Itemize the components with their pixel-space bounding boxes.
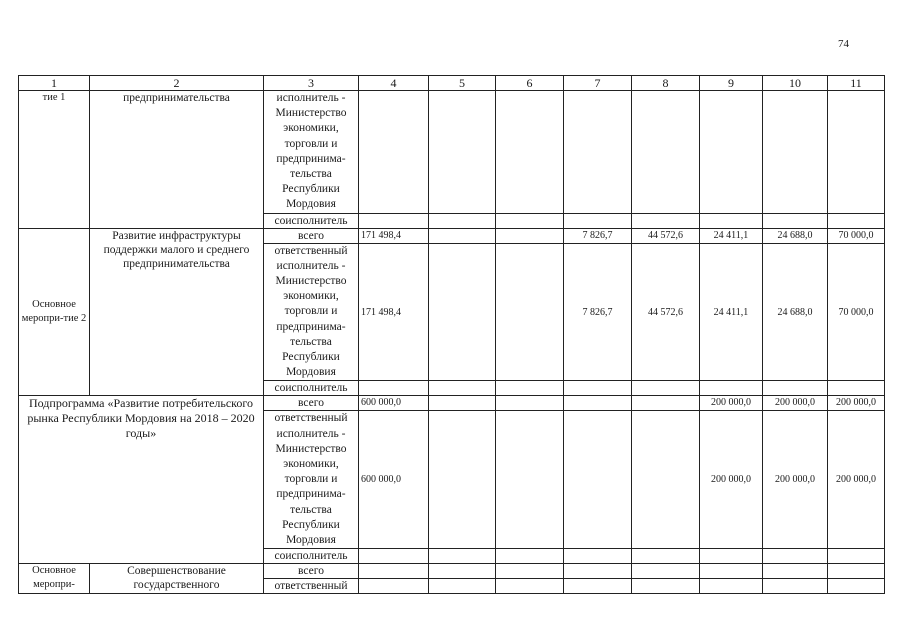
- value-cell: [429, 381, 496, 396]
- value-cell: [632, 579, 700, 594]
- value-cell: [632, 549, 700, 564]
- table-row: [19, 91, 885, 214]
- total-label-cell: всего: [264, 228, 359, 243]
- value-cell: [496, 564, 564, 579]
- value-cell: [429, 549, 496, 564]
- activity-name-cell: Развитие инфраструктуры поддержки малого и среднего предпринимательства: [90, 228, 264, 396]
- value-cell: [632, 411, 700, 549]
- value-cell: [763, 91, 828, 214]
- header-cell: 8: [632, 76, 700, 91]
- value-cell: [359, 213, 429, 228]
- value-cell: 200 000,0: [828, 396, 885, 411]
- activity-number-cell: тие 1: [19, 91, 90, 229]
- co-executor-cell: соисполнитель: [264, 381, 359, 396]
- value-cell: [700, 564, 763, 579]
- value-cell: [632, 396, 700, 411]
- value-cell: [632, 91, 700, 214]
- value-cell: [700, 549, 763, 564]
- value-cell: [496, 549, 564, 564]
- value-cell: 70 000,0: [828, 228, 885, 243]
- executor-cell: исполнитель - Министерство экономики, торговли и предпринима-тельства Республики Мордовия: [264, 91, 359, 214]
- table-row: [19, 564, 885, 579]
- value-cell: [496, 381, 564, 396]
- value-cell: [632, 213, 700, 228]
- value-cell: [429, 91, 496, 214]
- value-cell: 200 000,0: [763, 396, 828, 411]
- value-cell: 7 826,7: [564, 228, 632, 243]
- value-cell: [700, 91, 763, 214]
- value-cell: 171 498,4: [359, 243, 429, 381]
- value-cell: 44 572,6: [632, 228, 700, 243]
- value-cell: 600 000,0: [359, 411, 429, 549]
- value-cell: [700, 579, 763, 594]
- executor-cell: ответственный исполнитель - Министерство экономики, торговли и предпринима-тельства Республики Мордовия: [264, 411, 359, 549]
- value-cell: [564, 381, 632, 396]
- header-cell: 5: [429, 76, 496, 91]
- header-cell: 11: [828, 76, 885, 91]
- header-cell: 6: [496, 76, 564, 91]
- value-cell: [828, 564, 885, 579]
- value-cell: [564, 91, 632, 214]
- page-number: 74: [838, 38, 849, 50]
- value-cell: [496, 579, 564, 594]
- value-cell: [564, 396, 632, 411]
- value-cell: [700, 213, 763, 228]
- header-cell: 2: [90, 76, 264, 91]
- value-cell: [828, 213, 885, 228]
- value-cell: [429, 396, 496, 411]
- value-cell: [359, 381, 429, 396]
- value-cell: [359, 91, 429, 214]
- value-cell: [429, 213, 496, 228]
- value-cell: [763, 564, 828, 579]
- co-executor-cell: соисполнитель: [264, 213, 359, 228]
- executor-cell: ответственный: [264, 579, 359, 594]
- value-cell: [564, 579, 632, 594]
- value-cell: [828, 549, 885, 564]
- value-cell: [429, 411, 496, 549]
- header-cell: 9: [700, 76, 763, 91]
- activity-name-cell: Совершенствование государственного: [90, 564, 264, 594]
- value-cell: 200 000,0: [700, 396, 763, 411]
- value-cell: [564, 411, 632, 549]
- value-cell: 70 000,0: [828, 243, 885, 381]
- value-cell: [763, 549, 828, 564]
- value-cell: [496, 411, 564, 549]
- header-row: [19, 76, 885, 91]
- value-cell: [828, 91, 885, 214]
- value-cell: [496, 213, 564, 228]
- table-row: [19, 396, 885, 411]
- header-cell: 1: [19, 76, 90, 91]
- total-label-cell: всего: [264, 396, 359, 411]
- value-cell: [359, 564, 429, 579]
- value-cell: 600 000,0: [359, 396, 429, 411]
- value-cell: [359, 549, 429, 564]
- header-cell: 4: [359, 76, 429, 91]
- value-cell: [429, 228, 496, 243]
- value-cell: 24 411,1: [700, 228, 763, 243]
- value-cell: 171 498,4: [359, 228, 429, 243]
- value-cell: [763, 381, 828, 396]
- co-executor-cell: соисполнитель: [264, 549, 359, 564]
- value-cell: 200 000,0: [763, 411, 828, 549]
- value-cell: [496, 91, 564, 214]
- value-cell: [632, 381, 700, 396]
- value-cell: [564, 564, 632, 579]
- value-cell: [700, 381, 763, 396]
- activity-name-cell: предпринимательства: [90, 91, 264, 229]
- header-cell: 10: [763, 76, 828, 91]
- header-cell: 3: [264, 76, 359, 91]
- program-funding-table: [18, 75, 885, 594]
- value-cell: [763, 579, 828, 594]
- value-cell: [359, 579, 429, 594]
- value-cell: [828, 579, 885, 594]
- value-cell: [429, 579, 496, 594]
- value-cell: [429, 243, 496, 381]
- value-cell: [564, 213, 632, 228]
- subprogram-cell: Подпрограмма «Развитие потребительского рынка Республики Мордовия на 2018 – 2020 годы»: [19, 396, 264, 564]
- value-cell: 24 411,1: [700, 243, 763, 381]
- executor-cell: ответственный исполнитель - Министерство экономики, торговли и предпринима-тельства Республики Мордовия: [264, 243, 359, 381]
- activity-number-cell: Основное меропри-тие 2: [19, 228, 90, 396]
- value-cell: 44 572,6: [632, 243, 700, 381]
- value-cell: 200 000,0: [700, 411, 763, 549]
- value-cell: [496, 228, 564, 243]
- value-cell: 24 688,0: [763, 243, 828, 381]
- header-cell: 7: [564, 76, 632, 91]
- value-cell: [496, 243, 564, 381]
- table-row: [19, 228, 885, 243]
- value-cell: [632, 564, 700, 579]
- value-cell: 200 000,0: [828, 411, 885, 549]
- total-label-cell: всего: [264, 564, 359, 579]
- value-cell: [496, 396, 564, 411]
- value-cell: [763, 213, 828, 228]
- value-cell: [564, 549, 632, 564]
- value-cell: [828, 381, 885, 396]
- value-cell: 24 688,0: [763, 228, 828, 243]
- value-cell: [429, 564, 496, 579]
- activity-number-cell: Основное меропри-: [19, 564, 90, 594]
- value-cell: 7 826,7: [564, 243, 632, 381]
